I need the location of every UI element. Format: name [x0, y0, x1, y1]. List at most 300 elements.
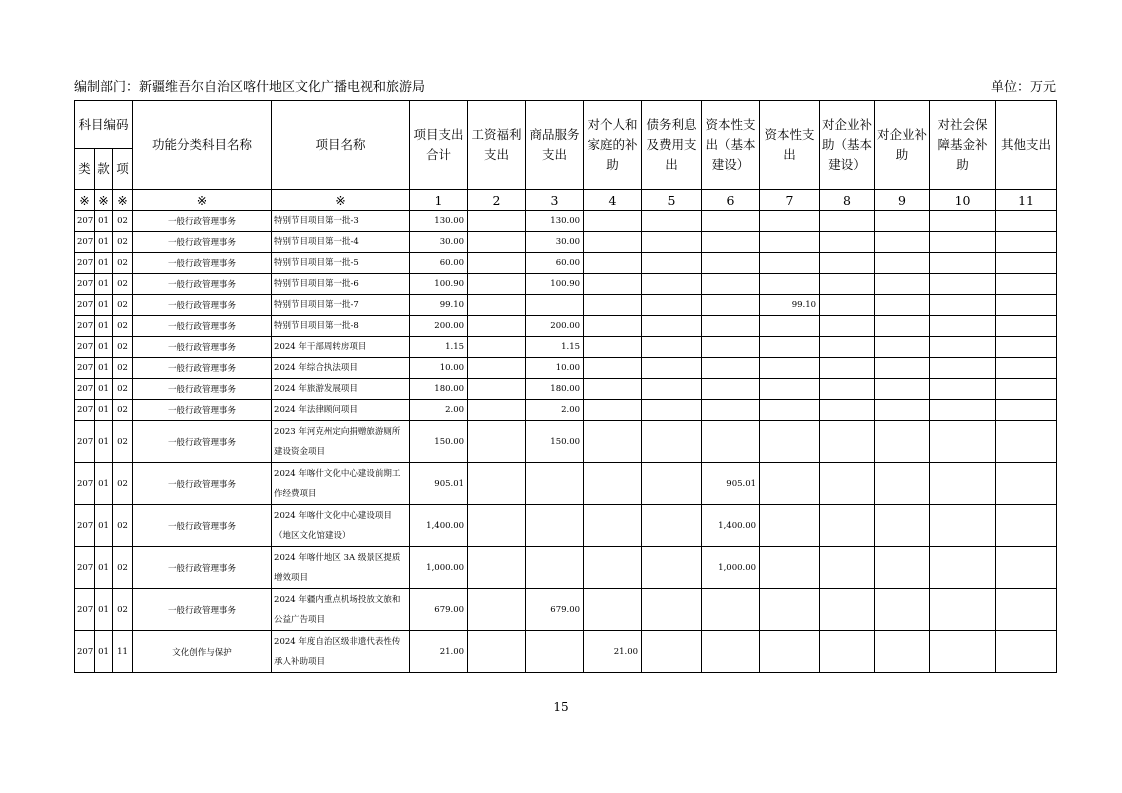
lei-header: 类 — [75, 149, 95, 190]
index-cell: ※ — [272, 190, 410, 211]
capital-cell — [760, 274, 820, 295]
debt-cell — [642, 316, 702, 337]
personal-cell — [584, 211, 642, 232]
xiang-cell: 11 — [113, 631, 133, 673]
capital-basic-cell — [702, 316, 760, 337]
goods-cell: 150.00 — [526, 421, 584, 463]
debt-cell — [642, 232, 702, 253]
wages-cell — [468, 463, 526, 505]
wages-cell — [468, 211, 526, 232]
function-name-cell: 一般行政管理事务 — [133, 463, 272, 505]
personal-cell — [584, 463, 642, 505]
personal-cell — [584, 379, 642, 400]
capital-basic-header: 资本性支出（基本建设） — [702, 101, 760, 190]
other-cell — [996, 316, 1057, 337]
enterprise-basic-cell — [820, 337, 875, 358]
enterprise-cell — [875, 379, 930, 400]
lei-cell: 207 — [75, 421, 95, 463]
kuan-cell: 01 — [95, 547, 113, 589]
xiang-cell: 02 — [113, 379, 133, 400]
goods-cell: 1.15 — [526, 337, 584, 358]
goods-cell — [526, 463, 584, 505]
xiang-cell: 02 — [113, 421, 133, 463]
wages-cell — [468, 358, 526, 379]
index-cell: 10 — [930, 190, 996, 211]
debt-cell — [642, 379, 702, 400]
capital-cell — [760, 463, 820, 505]
capital-cell — [760, 337, 820, 358]
goods-cell — [526, 547, 584, 589]
kuan-cell: 01 — [95, 232, 113, 253]
enterprise-basic-cell — [820, 589, 875, 631]
goods-cell: 30.00 — [526, 232, 584, 253]
enterprise-basic-cell — [820, 274, 875, 295]
table-row — [75, 274, 1057, 295]
index-cell: ※ — [113, 190, 133, 211]
project-name-cell: 2024 年干部周转房项目 — [272, 337, 410, 358]
goods-cell: 2.00 — [526, 400, 584, 421]
social-cell — [930, 253, 996, 274]
other-header: 其他支出 — [996, 101, 1057, 190]
function-name-cell: 一般行政管理事务 — [133, 358, 272, 379]
social-cell — [930, 295, 996, 316]
xiang-cell: 02 — [113, 232, 133, 253]
social-cell — [930, 274, 996, 295]
total-cell: 2.00 — [410, 400, 468, 421]
function-name-cell: 一般行政管理事务 — [133, 547, 272, 589]
xiang-cell: 02 — [113, 211, 133, 232]
wages-cell — [468, 379, 526, 400]
enterprise-cell — [875, 316, 930, 337]
other-cell — [996, 253, 1057, 274]
table-row — [75, 211, 1057, 232]
index-cell: 2 — [468, 190, 526, 211]
social-cell — [930, 358, 996, 379]
index-cell: ※ — [75, 190, 95, 211]
enterprise-basic-cell — [820, 631, 875, 673]
enterprise-cell — [875, 232, 930, 253]
personal-cell — [584, 421, 642, 463]
enterprise-basic-cell — [820, 400, 875, 421]
goods-cell: 180.00 — [526, 379, 584, 400]
personal-cell — [584, 274, 642, 295]
kuan-cell: 01 — [95, 589, 113, 631]
capital-basic-cell: 1,000.00 — [702, 547, 760, 589]
xiang-cell: 02 — [113, 358, 133, 379]
enterprise-cell — [875, 400, 930, 421]
personal-cell: 21.00 — [584, 631, 642, 673]
project-name-cell: 特别节目项目第一批-6 — [272, 274, 410, 295]
table-row — [75, 589, 1057, 631]
other-cell — [996, 505, 1057, 547]
table-row — [75, 505, 1057, 547]
capital-basic-cell — [702, 631, 760, 673]
kuan-cell: 01 — [95, 421, 113, 463]
capital-basic-cell — [702, 421, 760, 463]
debt-cell — [642, 211, 702, 232]
project-name-cell: 2024 年度自治区级非遗代表性传承人补助项目 — [272, 631, 410, 673]
enterprise-cell — [875, 337, 930, 358]
capital-basic-cell — [702, 400, 760, 421]
other-cell — [996, 631, 1057, 673]
total-cell: 200.00 — [410, 316, 468, 337]
debt-cell — [642, 631, 702, 673]
capital-cell — [760, 631, 820, 673]
lei-cell: 207 — [75, 589, 95, 631]
capital-cell — [760, 547, 820, 589]
capital-cell — [760, 379, 820, 400]
table-row — [75, 232, 1057, 253]
project-name-header: 项目名称 — [272, 101, 410, 190]
project-name-cell: 特别节目项目第一批-5 — [272, 253, 410, 274]
capital-basic-cell — [702, 295, 760, 316]
social-cell — [930, 631, 996, 673]
personal-cell — [584, 232, 642, 253]
enterprise-basic-cell — [820, 358, 875, 379]
debt-cell — [642, 421, 702, 463]
page-number: 15 — [553, 700, 569, 714]
wages-cell — [468, 400, 526, 421]
other-cell — [996, 421, 1057, 463]
kuan-cell: 01 — [95, 295, 113, 316]
other-cell — [996, 337, 1057, 358]
total-cell: 905.01 — [410, 463, 468, 505]
project-name-cell: 2024 年喀什地区 3A 级景区提质增效项目 — [272, 547, 410, 589]
enterprise-basic-cell — [820, 316, 875, 337]
personal-cell — [584, 547, 642, 589]
social-cell — [930, 463, 996, 505]
xiang-cell: 02 — [113, 547, 133, 589]
social-cell — [930, 421, 996, 463]
xiang-cell: 02 — [113, 400, 133, 421]
kuan-cell: 01 — [95, 253, 113, 274]
project-name-cell: 特别节目项目第一批-8 — [272, 316, 410, 337]
index-cell: 11 — [996, 190, 1057, 211]
table-row — [75, 631, 1057, 673]
function-name-cell: 一般行政管理事务 — [133, 379, 272, 400]
xiang-cell: 02 — [113, 505, 133, 547]
enterprise-cell — [875, 295, 930, 316]
wages-cell — [468, 589, 526, 631]
other-cell — [996, 400, 1057, 421]
table-row — [75, 400, 1057, 421]
goods-cell: 679.00 — [526, 589, 584, 631]
kuan-cell: 01 — [95, 316, 113, 337]
total-cell: 10.00 — [410, 358, 468, 379]
wages-header: 工资福利支出 — [468, 101, 526, 190]
lei-cell: 207 — [75, 400, 95, 421]
project-name-cell: 特别节目项目第一批-7 — [272, 295, 410, 316]
capital-cell — [760, 358, 820, 379]
lei-cell: 207 — [75, 337, 95, 358]
lei-cell: 207 — [75, 316, 95, 337]
debt-header: 债务利息及费用支出 — [642, 101, 702, 190]
index-cell: ※ — [133, 190, 272, 211]
total-cell: 679.00 — [410, 589, 468, 631]
personal-cell — [584, 337, 642, 358]
kuan-cell: 01 — [95, 379, 113, 400]
kuan-cell: 01 — [95, 211, 113, 232]
goods-cell: 100.90 — [526, 274, 584, 295]
wages-cell — [468, 274, 526, 295]
debt-cell — [642, 253, 702, 274]
total-cell: 99.10 — [410, 295, 468, 316]
other-cell — [996, 379, 1057, 400]
xiang-cell: 02 — [113, 295, 133, 316]
kuan-cell: 01 — [95, 631, 113, 673]
capital-cell — [760, 316, 820, 337]
capital-cell — [760, 211, 820, 232]
other-cell — [996, 274, 1057, 295]
lei-cell: 207 — [75, 379, 95, 400]
table-row — [75, 337, 1057, 358]
capital-cell — [760, 253, 820, 274]
debt-cell — [642, 505, 702, 547]
wages-cell — [468, 295, 526, 316]
goods-cell: 130.00 — [526, 211, 584, 232]
lei-cell: 207 — [75, 463, 95, 505]
enterprise-basic-cell — [820, 295, 875, 316]
debt-cell — [642, 589, 702, 631]
enterprise-cell — [875, 274, 930, 295]
enterprise-basic-cell — [820, 253, 875, 274]
capital-basic-cell — [702, 358, 760, 379]
capital-basic-cell: 1,400.00 — [702, 505, 760, 547]
social-cell — [930, 211, 996, 232]
function-name-cell: 文化创作与保护 — [133, 631, 272, 673]
wages-cell — [468, 505, 526, 547]
total-cell: 130.00 — [410, 211, 468, 232]
enterprise-basic-cell — [820, 547, 875, 589]
unit-label: 单位：万元 — [990, 80, 1056, 95]
kuan-cell: 01 — [95, 400, 113, 421]
enterprise-cell — [875, 421, 930, 463]
goods-header: 商品服务支出 — [526, 101, 584, 190]
total-cell: 1,400.00 — [410, 505, 468, 547]
social-cell — [930, 316, 996, 337]
index-cell: 1 — [410, 190, 468, 211]
capital-basic-cell — [702, 274, 760, 295]
other-cell — [996, 463, 1057, 505]
xiang-cell: 02 — [113, 589, 133, 631]
index-row — [75, 190, 1057, 211]
goods-cell: 60.00 — [526, 253, 584, 274]
project-name-cell: 2024 年旅游发展项目 — [272, 379, 410, 400]
capital-cell — [760, 505, 820, 547]
project-name-cell: 2024 年喀什文化中心建设前期工作经费项目 — [272, 463, 410, 505]
total-cell: 100.90 — [410, 274, 468, 295]
lei-cell: 207 — [75, 211, 95, 232]
total-header: 项目支出合计 — [410, 101, 468, 190]
enterprise-cell — [875, 358, 930, 379]
goods-cell: 200.00 — [526, 316, 584, 337]
capital-basic-cell: 905.01 — [702, 463, 760, 505]
project-expenditure-table — [74, 100, 1057, 673]
function-name-cell: 一般行政管理事务 — [133, 316, 272, 337]
debt-cell — [642, 295, 702, 316]
enterprise-basic-header: 对企业补助（基本建设） — [820, 101, 875, 190]
enterprise-cell — [875, 505, 930, 547]
debt-cell — [642, 400, 702, 421]
debt-cell — [642, 358, 702, 379]
enterprise-basic-cell — [820, 505, 875, 547]
project-name-cell: 2024 年综合执法项目 — [272, 358, 410, 379]
table-row — [75, 379, 1057, 400]
kuan-header: 款 — [95, 149, 113, 190]
function-name-cell: 一般行政管理事务 — [133, 505, 272, 547]
personal-cell — [584, 316, 642, 337]
index-cell: ※ — [95, 190, 113, 211]
goods-cell — [526, 295, 584, 316]
other-cell — [996, 358, 1057, 379]
wages-cell — [468, 337, 526, 358]
capital-cell — [760, 400, 820, 421]
enterprise-basic-cell — [820, 232, 875, 253]
capital-basic-cell — [702, 379, 760, 400]
other-cell — [996, 547, 1057, 589]
total-cell: 1.15 — [410, 337, 468, 358]
table-row — [75, 463, 1057, 505]
project-name-cell: 特别节目项目第一批-4 — [272, 232, 410, 253]
index-cell: 5 — [642, 190, 702, 211]
debt-cell — [642, 274, 702, 295]
total-cell: 150.00 — [410, 421, 468, 463]
personal-cell — [584, 253, 642, 274]
personal-cell — [584, 589, 642, 631]
wages-cell — [468, 253, 526, 274]
wages-cell — [468, 316, 526, 337]
total-cell: 1,000.00 — [410, 547, 468, 589]
social-cell — [930, 547, 996, 589]
function-name-cell: 一般行政管理事务 — [133, 421, 272, 463]
index-cell: 6 — [702, 190, 760, 211]
social-cell — [930, 379, 996, 400]
enterprise-basic-cell — [820, 379, 875, 400]
table-row — [75, 253, 1057, 274]
function-name-cell: 一般行政管理事务 — [133, 337, 272, 358]
xiang-cell: 02 — [113, 316, 133, 337]
function-name-cell: 一般行政管理事务 — [133, 232, 272, 253]
social-header: 对社会保障基金补助 — [930, 101, 996, 190]
function-name-cell: 一般行政管理事务 — [133, 295, 272, 316]
table-row — [75, 547, 1057, 589]
capital-basic-cell — [702, 589, 760, 631]
total-cell: 180.00 — [410, 379, 468, 400]
other-cell — [996, 232, 1057, 253]
enterprise-cell — [875, 547, 930, 589]
goods-cell — [526, 631, 584, 673]
project-name-cell: 2024 年法律顾问项目 — [272, 400, 410, 421]
debt-cell — [642, 547, 702, 589]
capital-basic-cell — [702, 253, 760, 274]
goods-cell — [526, 505, 584, 547]
department-label: 编制部门：新疆维吾尔自治区喀什地区文化广播电视和旅游局 — [74, 80, 426, 95]
enterprise-cell — [875, 463, 930, 505]
project-name-cell: 2024 年疆内重点机场投放文旅和公益广告项目 — [272, 589, 410, 631]
index-cell: 8 — [820, 190, 875, 211]
kuan-cell: 01 — [95, 505, 113, 547]
subject-code-header: 科目编码 — [75, 101, 133, 149]
personal-header: 对个人和家庭的补助 — [584, 101, 642, 190]
lei-cell: 207 — [75, 631, 95, 673]
table-body — [75, 211, 1057, 673]
enterprise-cell — [875, 631, 930, 673]
function-name-cell: 一般行政管理事务 — [133, 253, 272, 274]
function-name-cell: 一般行政管理事务 — [133, 400, 272, 421]
lei-cell: 207 — [75, 547, 95, 589]
function-name-cell: 一般行政管理事务 — [133, 589, 272, 631]
total-cell: 21.00 — [410, 631, 468, 673]
wages-cell — [468, 547, 526, 589]
personal-cell — [584, 358, 642, 379]
header-row-1 — [75, 101, 1057, 149]
function-name-cell: 一般行政管理事务 — [133, 211, 272, 232]
other-cell — [996, 589, 1057, 631]
total-cell: 60.00 — [410, 253, 468, 274]
lei-cell: 207 — [75, 253, 95, 274]
function-name-header: 功能分类科目名称 — [133, 101, 272, 190]
index-cell: 7 — [760, 190, 820, 211]
xiang-cell: 02 — [113, 337, 133, 358]
social-cell — [930, 589, 996, 631]
wages-cell — [468, 421, 526, 463]
personal-cell — [584, 400, 642, 421]
function-name-cell: 一般行政管理事务 — [133, 274, 272, 295]
kuan-cell: 01 — [95, 358, 113, 379]
personal-cell — [584, 295, 642, 316]
debt-cell — [642, 463, 702, 505]
kuan-cell: 01 — [95, 337, 113, 358]
capital-header: 资本性支出 — [760, 101, 820, 190]
social-cell — [930, 505, 996, 547]
table-row — [75, 295, 1057, 316]
total-cell: 30.00 — [410, 232, 468, 253]
lei-cell: 207 — [75, 232, 95, 253]
lei-cell: 207 — [75, 274, 95, 295]
capital-basic-cell — [702, 232, 760, 253]
other-cell — [996, 211, 1057, 232]
capital-cell — [760, 232, 820, 253]
capital-cell: 99.10 — [760, 295, 820, 316]
enterprise-cell — [875, 589, 930, 631]
index-cell: 4 — [584, 190, 642, 211]
social-cell — [930, 232, 996, 253]
debt-cell — [642, 337, 702, 358]
capital-basic-cell — [702, 337, 760, 358]
enterprise-basic-cell — [820, 421, 875, 463]
enterprise-cell — [875, 211, 930, 232]
other-cell — [996, 295, 1057, 316]
project-name-cell: 特别节目项目第一批-3 — [272, 211, 410, 232]
enterprise-cell — [875, 253, 930, 274]
report-header — [74, 79, 1056, 97]
xiang-cell: 02 — [113, 253, 133, 274]
wages-cell — [468, 631, 526, 673]
kuan-cell: 01 — [95, 463, 113, 505]
enterprise-basic-cell — [820, 463, 875, 505]
social-cell — [930, 400, 996, 421]
index-cell: 9 — [875, 190, 930, 211]
xiang-header: 项 — [113, 149, 133, 190]
xiang-cell: 02 — [113, 274, 133, 295]
index-cell: 3 — [526, 190, 584, 211]
project-name-cell: 2023 年河克州定向捐赠旅游厕所建设资金项目 — [272, 421, 410, 463]
enterprise-basic-cell — [820, 211, 875, 232]
table-row — [75, 316, 1057, 337]
capital-cell — [760, 421, 820, 463]
lei-cell: 207 — [75, 295, 95, 316]
kuan-cell: 01 — [95, 274, 113, 295]
